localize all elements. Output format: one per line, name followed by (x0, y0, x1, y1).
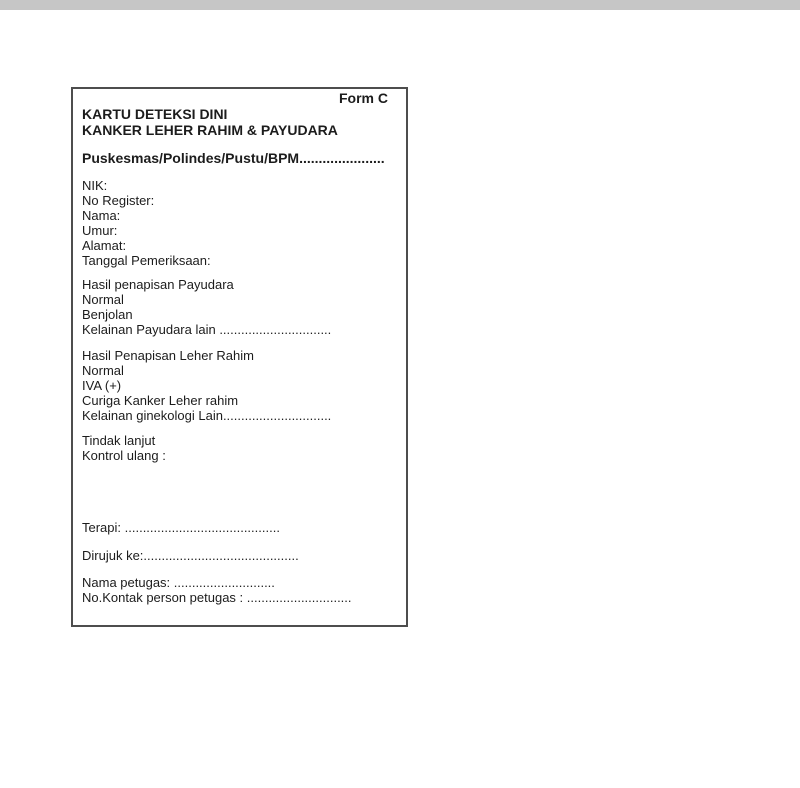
field-nik: NIK: (82, 178, 108, 193)
spacer (82, 166, 388, 178)
therapy-line: Terapi: ........................................... (82, 520, 280, 535)
spacer (82, 535, 388, 548)
cervical-option-normal: Normal (82, 363, 124, 378)
breast-screening-header: Hasil penapisan Payudara (82, 277, 234, 292)
form-code-label: Form C (339, 90, 388, 106)
field-tanggal-pemeriksaan: Tanggal Pemeriksaan: (82, 253, 211, 268)
spacer (82, 337, 388, 348)
breast-option-benjolan: Benjolan (82, 307, 133, 322)
cervical-option-curiga-kanker: Curiga Kanker Leher rahim (82, 393, 239, 408)
form-card (71, 87, 408, 627)
facility-line: Puskesmas/Polindes/Pustu/BPM...................... (82, 150, 385, 166)
cervical-option-iva-positive: IVA (+) (82, 378, 122, 393)
breast-option-kelainan-lain: Kelainan Payudara lain ............................... (82, 322, 332, 337)
spacer (82, 423, 388, 433)
breast-option-normal: Normal (82, 292, 124, 307)
spacer (82, 463, 388, 520)
scan-edge-strip (0, 0, 800, 10)
field-nama: Nama: (82, 208, 121, 223)
cervical-screening-header: Hasil Penapisan Leher Rahim (82, 348, 254, 363)
spacer (82, 563, 388, 575)
field-alamat: Alamat: (82, 238, 127, 253)
cervical-option-kelainan-ginekologi: Kelainan ginekologi Lain.............................. (82, 408, 332, 423)
field-no-register: No Register: (82, 193, 155, 208)
form-title-line1: KARTU DETEKSI DINI (82, 106, 228, 122)
referral-line: Dirujuk ke:........................................... (82, 548, 299, 563)
field-umur: Umur: (82, 223, 118, 238)
officer-name-line: Nama petugas: ............................ (82, 575, 275, 590)
spacer (82, 268, 388, 277)
form-title-line2: KANKER LEHER RAHIM & PAYUDARA (82, 122, 338, 138)
officer-contact-line: No.Kontak person petugas : ............................. (82, 590, 352, 605)
followup-header: Tindak lanjut (82, 433, 156, 448)
followup-kontrol-ulang: Kontrol ulang : (82, 448, 166, 463)
spacer (82, 138, 388, 150)
